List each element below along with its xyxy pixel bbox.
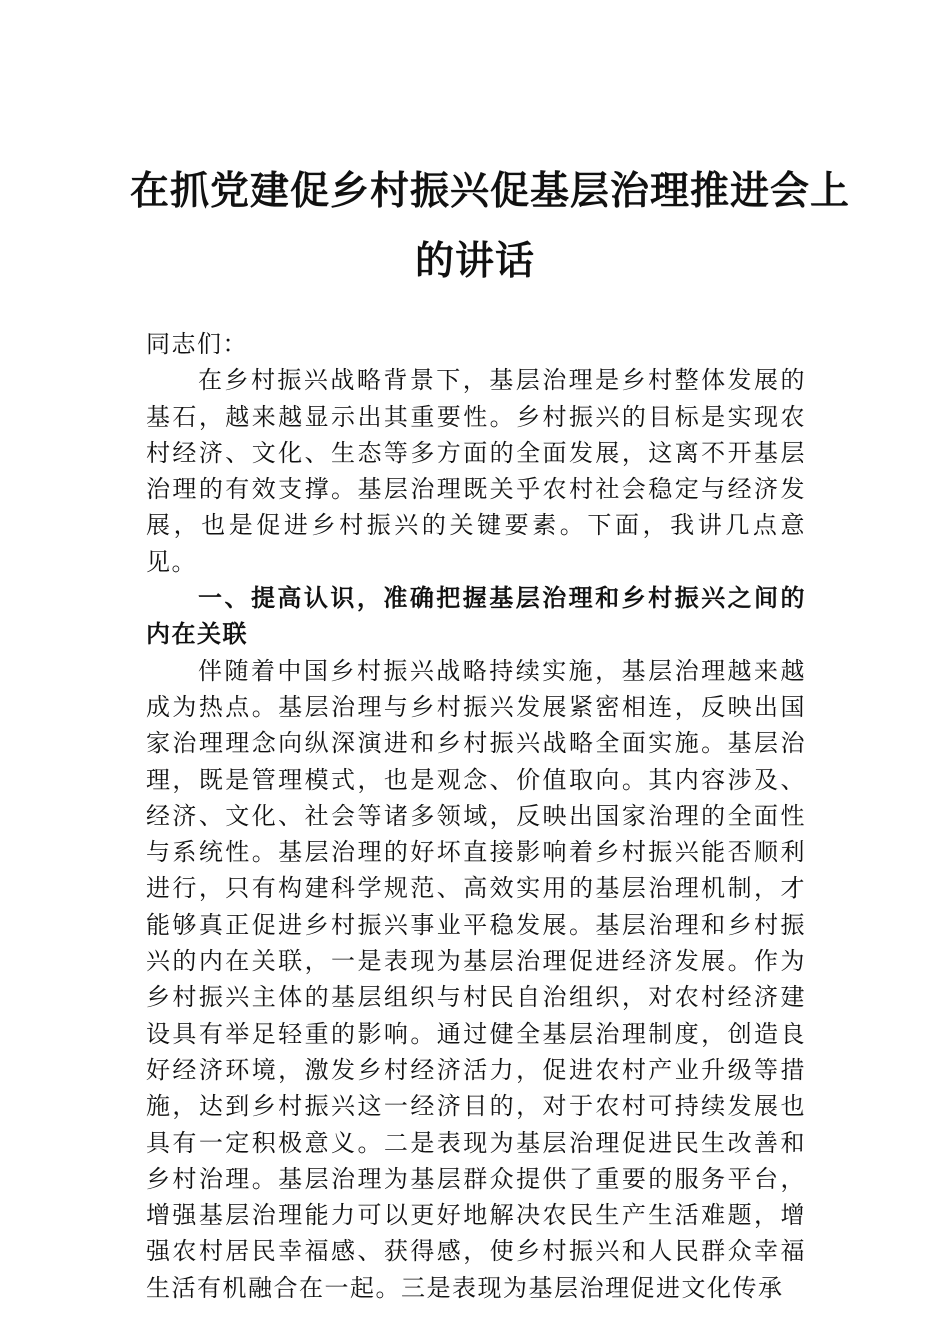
intro-paragraph: 在乡村振兴战略背景下，基层治理是乡村整体发展的基石，越来越显示出其重要性。乡村振兴的目标是实现农村经济、文化、生态等多方面的全面发展，这离不开基层治理的有效支撑。基层治理既关乎农村社会稳定与经济发展，也是促进乡村振兴的关键要素。下面，我讲几点意见。 — [146, 366, 806, 576]
document-title-line-2: 的讲话 — [414, 238, 535, 284]
section-1-heading: 一、提高认识，准确把握基层治理和乡村振兴之间的内在关联 — [146, 584, 806, 649]
salutation: 同志们： — [146, 330, 248, 358]
section-1-paragraph: 伴随着中国乡村振兴战略持续实施，基层治理越来越成为热点。基层治理与乡村振兴发展紧密相连，反映出国家治理理念向纵深演进和乡村振兴战略全面实施。基层治理，既是管理模式，也是观念、价值取向。其内容涉及、经济、文化、社会等诸多领域，反映出国家治理的全面性与系统性。基层治理的好坏直接影响着乡村振兴能否顺利进行，只有构建科学规范、高效实用的基层治理机制，才能够真正促进乡村振兴事业平稳发展。基层治理和乡村振兴的内在关联，一是表现为基层治理促进经济发展。作为乡村振兴主体的基层组织与村民自治组织，对农村经济建设具有举足轻重的影响。通过健全基层治理制度，创造良好经济环境，激发乡村经济活力，促进农村产业升级等措施，达到乡村振兴这一经济目的，对于农村可持续发展也具有一定积极意义。二是表现为基层治理促进民生改善和乡村治理。基层治理为基层群众提供了重要的服务平台，增强基层治理能力可以更好地解决农民生产生活难题，增强农村居民幸福感、获得感，使乡村振兴和人民群众幸福生活有机融合在一起。三是表现为基层治理促进文化传承 — [146, 656, 806, 1302]
document-body — [146, 326, 806, 1306]
document-title-line-1: 在抓党建促乡村振兴促基层治理推进会上 — [130, 168, 851, 214]
